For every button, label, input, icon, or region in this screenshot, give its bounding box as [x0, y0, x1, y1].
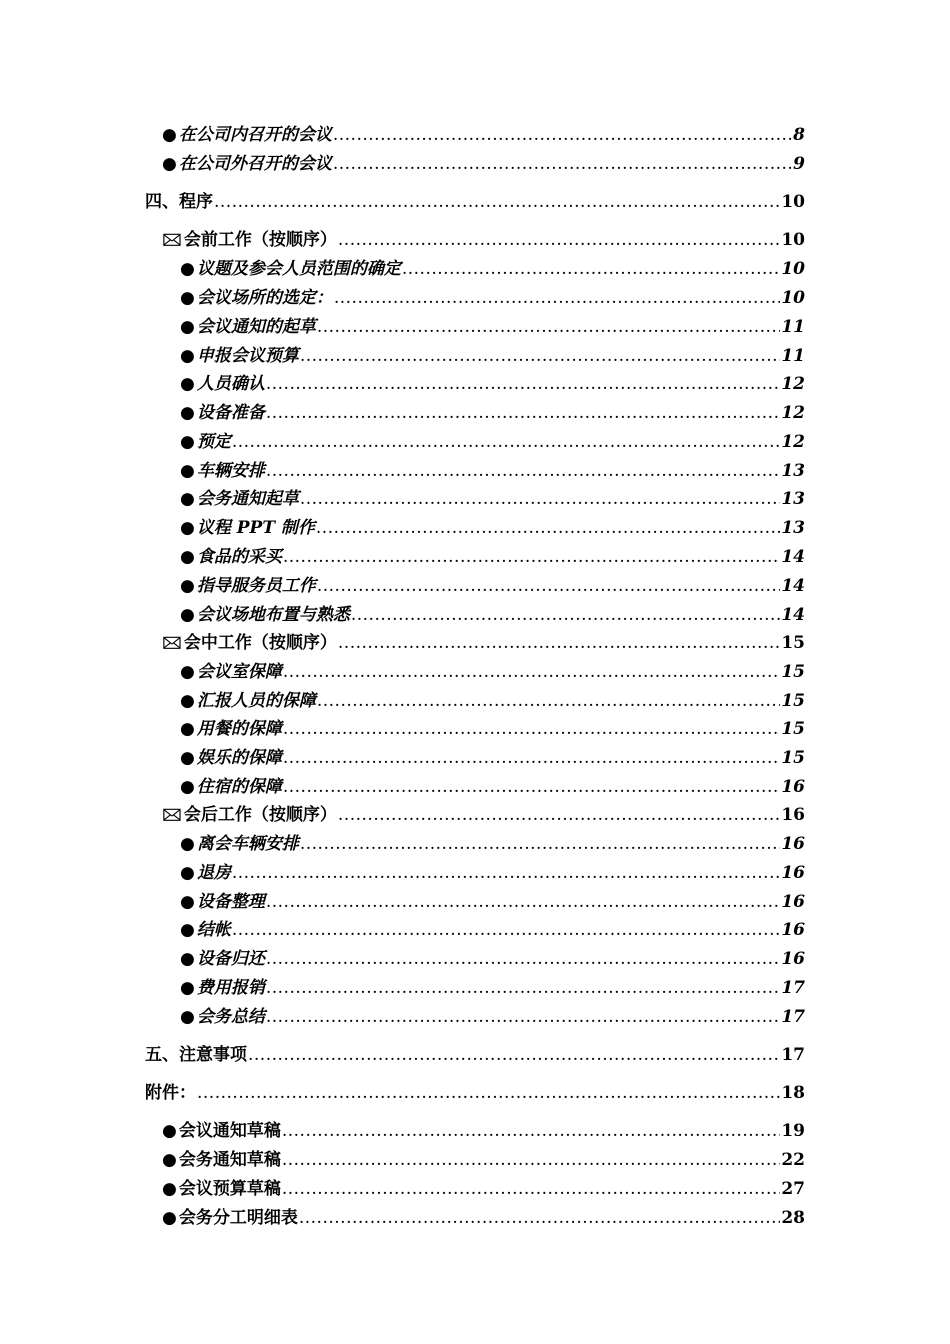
toc-entry-page-number: 12	[781, 432, 805, 452]
dot-leader	[334, 287, 780, 309]
dot-leader	[333, 153, 792, 175]
toc-entry[interactable]	[162, 1116, 805, 1142]
bullet-icon: ●	[180, 518, 195, 538]
toc-entry[interactable]	[180, 341, 805, 367]
bullet-icon: ●	[180, 346, 195, 366]
toc-entry-label: 会议室保障	[196, 662, 282, 682]
toc-entry-page-number: 12	[781, 374, 805, 394]
toc-entry-label: 五、注意事项	[145, 1045, 247, 1065]
bullet-icon: ●	[180, 978, 195, 998]
toc-entry[interactable]	[162, 225, 805, 251]
toc-entry-label: 娱乐的保障	[196, 748, 282, 768]
dot-leader	[283, 661, 780, 683]
toc-entry-label: 会务通知起草	[196, 489, 299, 509]
toc-entry-label: 会议通知的起草	[196, 317, 316, 337]
dot-leader	[266, 460, 780, 482]
toc-entry-label: 设备准备	[196, 403, 265, 423]
bullet-icon: ●	[180, 489, 195, 509]
dot-leader	[300, 345, 780, 367]
bullet-icon: ●	[180, 1007, 195, 1027]
envelope-icon: 🖂	[162, 230, 182, 250]
toc-entry-label: 会议场所的选定：	[196, 288, 333, 308]
toc-entry-label: 会务总结	[196, 1007, 265, 1027]
toc-entry-label: 退房	[196, 863, 231, 883]
toc-entry-page-number: 15	[781, 662, 805, 682]
bullet-icon: ●	[180, 719, 195, 739]
toc-entry-label: 会议通知草稿	[178, 1121, 281, 1141]
bullet-icon: ●	[162, 1208, 177, 1228]
toc-entry[interactable]	[180, 887, 805, 913]
dot-leader	[333, 124, 792, 146]
toc-entry-page-number: 17	[781, 978, 805, 998]
toc-entry-label: 结帐	[196, 920, 231, 940]
dot-leader	[282, 1120, 780, 1142]
bullet-icon: ●	[162, 154, 177, 174]
toc-entry-label: 用餐的保障	[196, 719, 282, 739]
toc-entry-page-number: 15	[781, 748, 805, 768]
toc-entry-label: 指导服务员工作	[196, 576, 316, 596]
envelope-icon: 🖂	[162, 633, 182, 653]
toc-entry-page-number: 13	[781, 518, 805, 538]
dot-leader	[300, 833, 780, 855]
toc-entry[interactable]	[162, 1145, 805, 1171]
dot-leader	[316, 517, 780, 539]
bullet-icon: ●	[162, 1150, 177, 1170]
toc-entry-label: 四、程序	[145, 192, 213, 212]
toc-entry[interactable]	[180, 542, 805, 568]
toc-entry[interactable]	[180, 973, 805, 999]
toc-entry[interactable]	[180, 398, 805, 424]
toc-entry-page-number: 12	[781, 403, 805, 423]
toc-entry[interactable]	[180, 513, 805, 539]
dot-leader	[232, 919, 780, 941]
toc-entry[interactable]	[180, 944, 805, 970]
toc-entry-page-number: 22	[781, 1150, 805, 1170]
toc-entry-label: 在公司外召开的会议	[178, 154, 332, 174]
dot-leader	[351, 604, 780, 626]
toc-entry-label: 会前工作（按顺序）	[183, 230, 337, 250]
bullet-icon: ●	[180, 259, 195, 279]
bullet-icon: ●	[180, 403, 195, 423]
bullet-icon: ●	[180, 461, 195, 481]
dot-leader	[214, 191, 780, 213]
toc-entry-label: 议题及参会人员范围的确定	[196, 259, 401, 279]
dot-leader	[266, 1006, 780, 1028]
toc-entry-page-number: 15	[781, 691, 805, 711]
toc-entry[interactable]	[180, 369, 805, 395]
toc-entry-page-number: 15	[781, 633, 805, 653]
toc-entry-label: 会务分工明细表	[178, 1208, 298, 1228]
bullet-icon: ●	[180, 317, 195, 337]
dot-leader	[317, 316, 780, 338]
toc-entry-page-number: 16	[781, 920, 805, 940]
dot-leader	[283, 546, 780, 568]
toc-entry-page-number: 11	[781, 317, 805, 337]
dot-leader	[232, 862, 780, 884]
toc-entry-label: 设备整理	[196, 892, 265, 912]
toc-entry-label: 设备归还	[196, 949, 265, 969]
dot-leader	[266, 373, 780, 395]
toc-entry-page-number: 13	[781, 489, 805, 509]
dot-leader	[266, 977, 780, 999]
toc-entry[interactable]	[145, 1040, 805, 1066]
toc-entry-page-number: 13	[781, 461, 805, 481]
toc-entry-label: 住宿的保障	[196, 777, 282, 797]
dot-leader	[266, 891, 780, 913]
toc-entry-page-number: 18	[781, 1083, 805, 1103]
toc-entry-page-number: 16	[781, 892, 805, 912]
toc-entry-label: 附件：	[145, 1083, 196, 1103]
dot-leader	[338, 229, 780, 251]
toc-entry-page-number: 9	[793, 154, 805, 174]
dot-leader	[197, 1082, 780, 1104]
toc-entry[interactable]	[162, 1174, 805, 1200]
dot-leader	[283, 776, 780, 798]
toc-entry-label: 会议场地布置与熟悉	[196, 605, 350, 625]
toc-entry-page-number: 11	[781, 346, 805, 366]
toc-entry[interactable]	[180, 283, 805, 309]
toc-entry-page-number: 14	[781, 576, 805, 596]
toc-entry-page-number: 16	[781, 777, 805, 797]
toc-entry-label: 会中工作（按顺序）	[183, 633, 337, 653]
dot-leader	[317, 575, 780, 597]
bullet-icon: ●	[180, 432, 195, 452]
toc-entry-page-number: 15	[781, 719, 805, 739]
toc-entry-label: 车辆安排	[196, 461, 265, 481]
toc-entry[interactable]	[180, 427, 805, 453]
toc-entry-page-number: 16	[781, 863, 805, 883]
dot-leader	[283, 747, 780, 769]
toc-entry-page-number: 17	[781, 1045, 805, 1065]
dot-leader	[266, 402, 780, 424]
toc-entry-label: 申报会议预算	[196, 346, 299, 366]
toc-entry-label: 会议预算草稿	[178, 1179, 281, 1199]
toc-entry[interactable]	[180, 686, 805, 712]
toc-entry[interactable]	[180, 858, 805, 884]
dot-leader	[248, 1044, 780, 1066]
dot-leader	[232, 431, 780, 453]
toc-entry-page-number: 10	[781, 192, 805, 212]
envelope-icon: 🖂	[162, 805, 182, 825]
bullet-icon: ●	[180, 576, 195, 596]
bullet-icon: ●	[180, 863, 195, 883]
toc-entry-page-number: 16	[781, 949, 805, 969]
toc-entry[interactable]	[162, 120, 805, 146]
bullet-icon: ●	[180, 547, 195, 567]
toc-entry-page-number: 14	[781, 547, 805, 567]
bullet-icon: ●	[180, 949, 195, 969]
bullet-icon: ●	[180, 834, 195, 854]
toc-entry[interactable]	[180, 312, 805, 338]
toc-entry[interactable]	[180, 829, 805, 855]
bullet-icon: ●	[180, 662, 195, 682]
toc-entry[interactable]	[180, 254, 805, 280]
toc-entry-label: 食品的采买	[196, 547, 282, 567]
toc-entry-page-number: 14	[781, 605, 805, 625]
toc-entry[interactable]	[180, 772, 805, 798]
dot-leader	[338, 632, 780, 654]
toc-entry-label: 在公司内召开的会议	[178, 125, 332, 145]
toc-entry[interactable]	[180, 456, 805, 482]
bullet-icon: ●	[180, 777, 195, 797]
toc-entry[interactable]	[162, 1203, 805, 1229]
toc-entry-page-number: 19	[781, 1121, 805, 1141]
toc-entry-page-number: 8	[793, 125, 805, 145]
toc-entry-label: 议程 PPT 制作	[196, 518, 315, 538]
toc-entry[interactable]	[180, 571, 805, 597]
dot-leader	[283, 718, 780, 740]
toc-entry-label: 离会车辆安排	[196, 834, 299, 854]
toc-entry[interactable]	[162, 628, 805, 654]
dot-leader	[300, 488, 780, 510]
toc-entry[interactable]	[145, 187, 805, 213]
bullet-icon: ●	[162, 125, 177, 145]
toc-entry-page-number: 16	[781, 805, 805, 825]
toc-entry-page-number: 16	[781, 834, 805, 854]
toc-entry-page-number: 10	[781, 230, 805, 250]
toc-entry[interactable]	[180, 915, 805, 941]
toc-entry[interactable]	[180, 714, 805, 740]
dot-leader	[299, 1207, 780, 1229]
toc-entry[interactable]	[162, 149, 805, 175]
dot-leader	[402, 258, 780, 280]
toc-entry[interactable]	[180, 600, 805, 626]
toc-entry-page-number: 10	[781, 259, 805, 279]
bullet-icon: ●	[180, 748, 195, 768]
toc-entry-page-number: 17	[781, 1007, 805, 1027]
bullet-icon: ●	[180, 691, 195, 711]
toc-entry-page-number: 27	[781, 1179, 805, 1199]
toc-entry-label: 会务通知草稿	[178, 1150, 281, 1170]
toc-entry[interactable]	[145, 1078, 805, 1104]
toc-entry[interactable]	[162, 800, 805, 826]
toc-entry-page-number: 28	[781, 1208, 805, 1228]
dot-leader	[282, 1178, 780, 1200]
toc-entry-label: 会后工作（按顺序）	[183, 805, 337, 825]
toc-entry[interactable]	[180, 743, 805, 769]
bullet-icon: ●	[180, 288, 195, 308]
bullet-icon: ●	[180, 920, 195, 940]
dot-leader	[338, 804, 780, 826]
bullet-icon: ●	[180, 374, 195, 394]
toc-entry-label: 预定	[196, 432, 231, 452]
toc-entry-label: 费用报销	[196, 978, 265, 998]
bullet-icon: ●	[162, 1179, 177, 1199]
dot-leader	[317, 690, 780, 712]
toc-entry[interactable]	[180, 657, 805, 683]
toc-entry[interactable]	[180, 484, 805, 510]
bullet-icon: ●	[180, 605, 195, 625]
bullet-icon: ●	[162, 1121, 177, 1141]
toc-entry-label: 人员确认	[196, 374, 265, 394]
toc-entry-page-number: 10	[781, 288, 805, 308]
toc-entry-label: 汇报人员的保障	[196, 691, 316, 711]
dot-leader	[266, 948, 780, 970]
bullet-icon: ●	[180, 892, 195, 912]
dot-leader	[282, 1149, 780, 1171]
toc-entry[interactable]	[180, 1002, 805, 1028]
